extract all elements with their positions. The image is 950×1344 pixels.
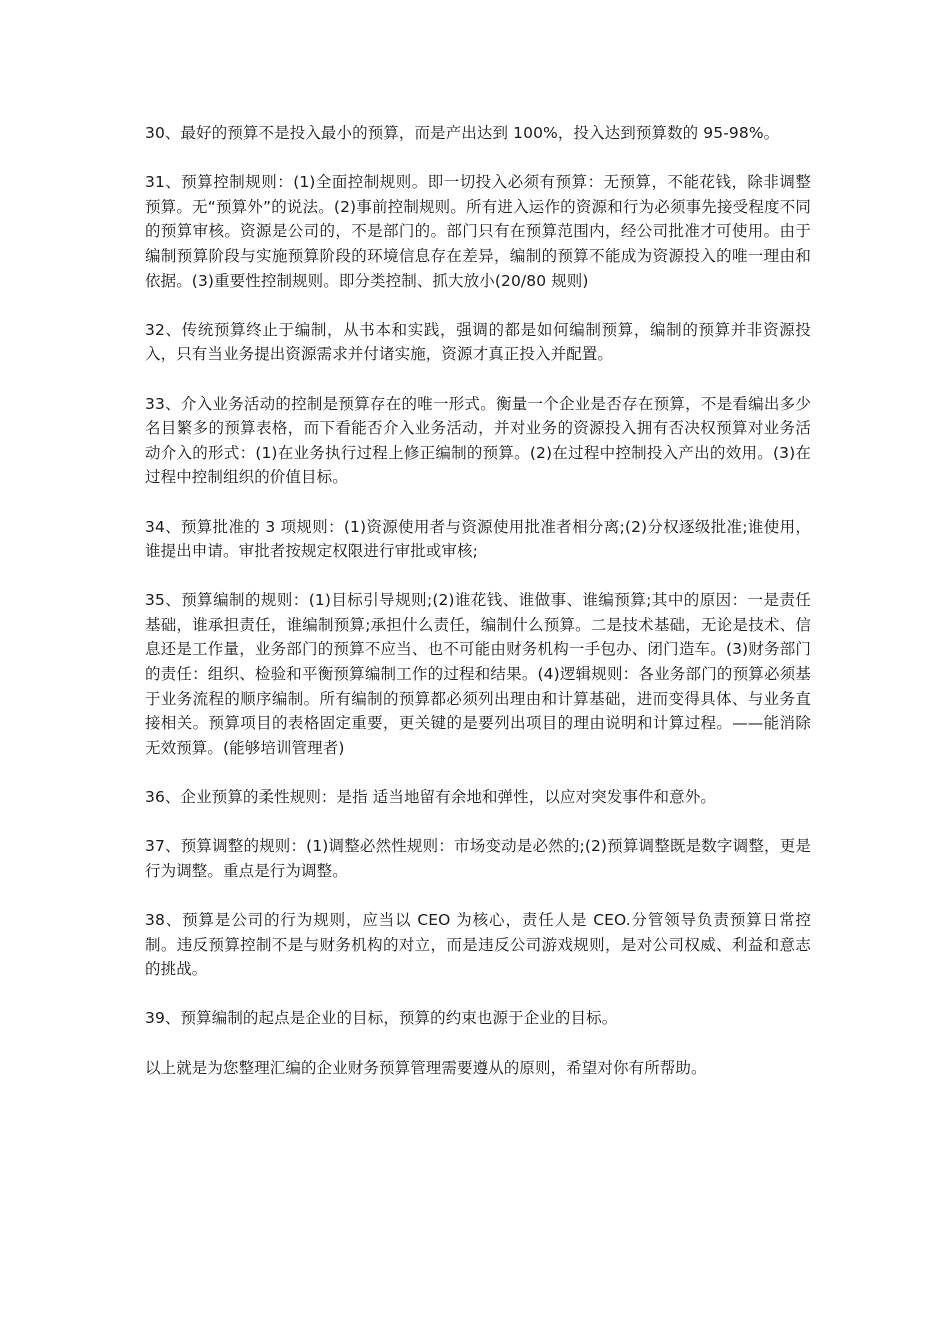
document-body [145, 121, 811, 1105]
closing-paragraph: 以上就是为您整理汇编的企业财务预算管理需要遵从的原则，希望对你有所帮助。 [145, 1058, 707, 1077]
paragraph-35: 35、预算编制的规则：(1)目标引导规则;(2)谁花钱、谁做事、谁编预算;其中的原因：一是责任基础，谁承担责任，谁编制预算;承担什么责任，编制什么预算。二是技术基础，无论是技术、信息还是工作量，业务部门的预算不应当、也不可能由财务机构一手包办、闭门造车。(3)财务部门的责任：组织、检验和平衡预算编制工作的过程和结果。(4)逻辑规则：各业务部门的预算必须基于业务流程的顺序编制。所有编制的预算都必须列出理由和计算基础，进而变得具体、与业务直接相关。预算项目的表格固定重要，更关键的是要列出项目的理由说明和计算过程。——能消除无效预算。(能够培训管理者) [145, 591, 811, 757]
paragraph-37: 37、预算调整的规则：(1)调整必然性规则：市场变动是必然的;(2)预算调整既是数字调整，更是行为调整。重点是行为调整。 [145, 837, 811, 880]
paragraph-34: 34、预算批准的 3 项规则：(1)资源使用者与资源使用批准者相分离;(2)分权逐级批准;谁使用，谁提出申请。审批者按规定权限进行审批或审核; [145, 517, 811, 561]
paragraph-39: 39、预算编制的起点是企业的目标，预算的约束也源于企业的目标。 [145, 1009, 618, 1028]
paragraph-38: 38、预算是公司的行为规则，应当以 CEO 为核心，责任人是 CEO.分管领导负责预算日常控制。违反预算控制不是与财务机构的对立，而是违反公司游戏规则，是对公司权威、利益和意志的挑战。 [145, 911, 811, 979]
paragraph-36: 36、企业预算的柔性规则：是指 适当地留有余地和弹性，以应对突发事件和意外。 [145, 788, 716, 807]
paragraph-31: 31、预算控制规则：(1)全面控制规则。即一切投入必须有预算：无预算，不能花钱，除非调整预算。无“预算外”的说法。(2)事前控制规则。所有进入运作的资源和行为必须事先接受程度不同的预算审核。资源是公司的，不是部门的。部门只有在预算范围内，经公司批准才可使用。由于编制预算阶段与实施预算阶段的环境信息存在差异，编制的预算不能成为资源投入的唯一理由和依据。(3)重要性控制规则。即分类控制、抓大放小(20/80 规则) [145, 173, 811, 290]
paragraph-30: 30、最好的预算不是投入最小的预算，而是产出达到 100%，投入达到预算数的 95-98%。 [145, 124, 780, 142]
paragraph-32: 32、传统预算终止于编制，从书本和实践，强调的都是如何编制预算，编制的预算并非资源投入，只有当业务提出资源需求并付诸实施，资源才真正投入并配置。 [145, 320, 811, 364]
paragraph-33: 33、介入业务活动的控制是预算存在的唯一形式。衡量一个企业是否存在预算，不是看编出多少名目繁多的预算表格，而下看能否介入业务活动，并对业务的资源投入拥有否决权预算对业务活动介入的形式：(1)在业务执行过程上修正编制的预算。(2)在过程中控制投入产出的效用。(3)在过程中控制组织的价值目标。 [145, 394, 811, 487]
